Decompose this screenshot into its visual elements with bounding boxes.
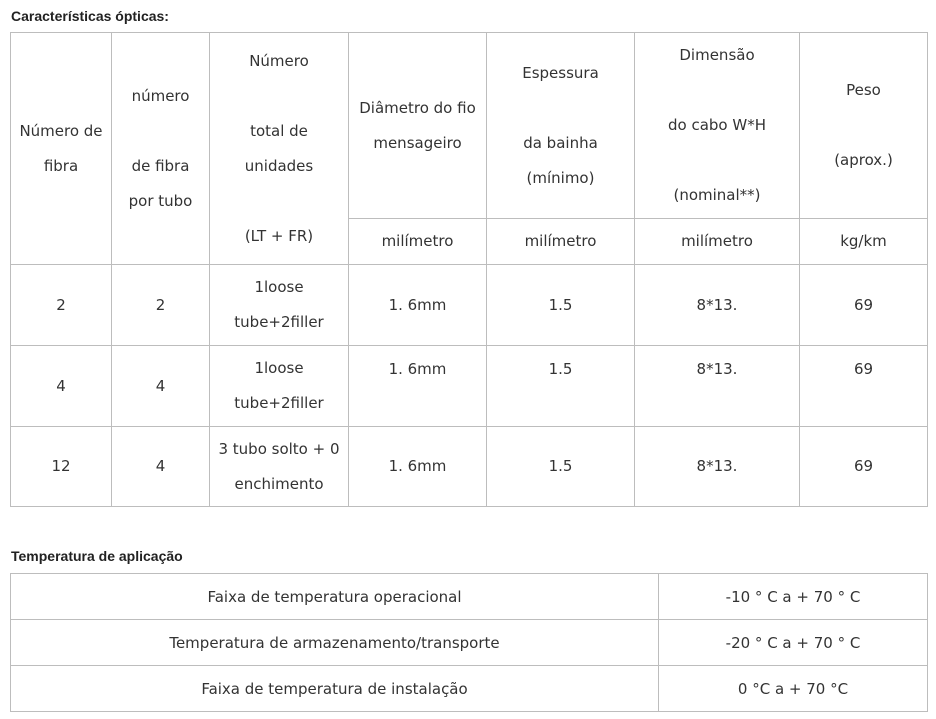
table-row bbox=[11, 620, 928, 666]
cell-messenger-diameter: 1. 6mm bbox=[349, 265, 487, 346]
table-row bbox=[11, 666, 928, 712]
cell-total-units: 1loose tube+2filler bbox=[210, 265, 349, 346]
cell-sheath-thickness: 1.5 bbox=[487, 265, 635, 346]
cell-fiber-count: 12 bbox=[11, 427, 112, 507]
cell-fiber-count: 2 bbox=[11, 265, 112, 346]
header-cable-dimension: Dimensão do cabo W*H (nominal**) bbox=[635, 33, 800, 219]
header-fiber-per-tube: número de fibra por tubo bbox=[112, 33, 210, 265]
cell-sheath-thickness: 1.5 bbox=[487, 427, 635, 507]
cell-messenger-diameter: 1. 6mm bbox=[349, 346, 487, 427]
temp-value: -20 ° C a + 70 ° C bbox=[659, 620, 928, 666]
cell-cable-dimension: 8*13. bbox=[635, 346, 800, 427]
cell-cable-dimension: 8*13. bbox=[635, 427, 800, 507]
cell-weight: 69 bbox=[800, 427, 928, 507]
header-sheath-thickness: Espessura da bainha (mínimo) bbox=[487, 33, 635, 219]
table-row bbox=[11, 427, 928, 507]
application-temperature-heading: Temperatura de aplicação bbox=[11, 548, 183, 564]
temp-value: -10 ° C a + 70 ° C bbox=[659, 574, 928, 620]
unit-messenger-diameter: milímetro bbox=[349, 219, 487, 265]
optical-characteristics-table bbox=[10, 32, 928, 507]
unit-cable-dimension: milímetro bbox=[635, 219, 800, 265]
cell-sheath-thickness: 1.5 bbox=[487, 346, 635, 427]
optical-characteristics-heading: Características ópticas: bbox=[11, 8, 169, 24]
cell-fiber-count: 4 bbox=[11, 346, 112, 427]
header-fiber-count: Número de fibra bbox=[11, 33, 112, 265]
cell-total-units: 1loose tube+2filler bbox=[210, 346, 349, 427]
cell-fiber-per-tube: 4 bbox=[112, 346, 210, 427]
table-row bbox=[11, 574, 928, 620]
cell-total-units: 3 tubo solto + 0 enchimento bbox=[210, 427, 349, 507]
unit-sheath-thickness: milímetro bbox=[487, 219, 635, 265]
header-total-units: Número total de unidades (LT + FR) bbox=[210, 33, 349, 265]
cell-fiber-per-tube: 2 bbox=[112, 265, 210, 346]
header-row bbox=[11, 33, 928, 219]
cell-cable-dimension: 8*13. bbox=[635, 265, 800, 346]
temp-value: 0 °C a + 70 °C bbox=[659, 666, 928, 712]
temp-label: Faixa de temperatura operacional bbox=[11, 574, 659, 620]
table-row bbox=[11, 346, 928, 427]
cell-weight: 69 bbox=[800, 265, 928, 346]
cell-fiber-per-tube: 4 bbox=[112, 427, 210, 507]
unit-weight: kg/km bbox=[800, 219, 928, 265]
cell-messenger-diameter: 1. 6mm bbox=[349, 427, 487, 507]
header-weight: Peso (aprox.) bbox=[800, 33, 928, 219]
table-row bbox=[11, 265, 928, 346]
temp-label: Temperatura de armazenamento/transporte bbox=[11, 620, 659, 666]
header-messenger-diameter: Diâmetro do fio mensageiro bbox=[349, 33, 487, 219]
application-temperature-table bbox=[10, 573, 928, 712]
cell-weight: 69 bbox=[800, 346, 928, 427]
temp-label: Faixa de temperatura de instalação bbox=[11, 666, 659, 712]
